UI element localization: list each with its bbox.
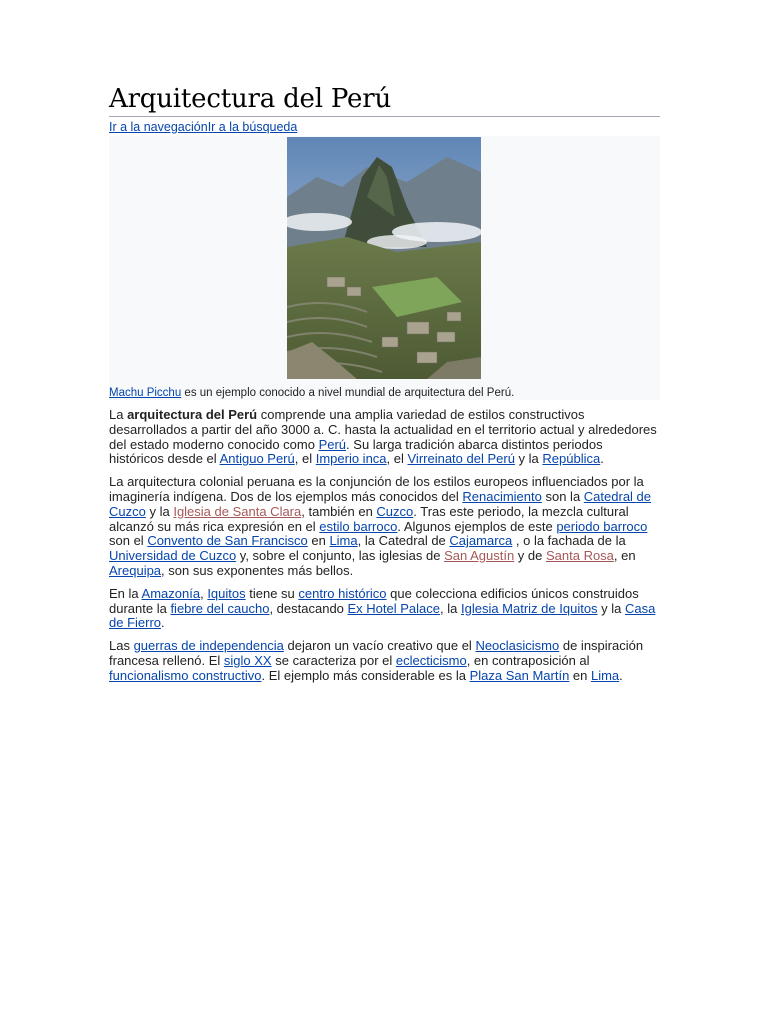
inline-link[interactable]: Convento de San Francisco [147, 533, 308, 549]
paragraph-text: . [600, 451, 604, 467]
paragraph-text: La [109, 407, 128, 422]
paragraph-text: , el [294, 451, 316, 467]
paragraph-text: , o la fachada de la [512, 533, 626, 549]
paragraph-text: y la [145, 503, 174, 519]
caption-text: es un ejemplo conocido a nivel mundial de arquitectura del Perú. [181, 387, 515, 399]
inline-link[interactable]: Perú [318, 436, 347, 452]
inline-link[interactable]: Catedral de Cuzco [109, 488, 652, 519]
paragraph-text: , el [386, 451, 408, 467]
inline-link[interactable]: Ex Hotel Palace [347, 600, 441, 616]
paragraph-text: que colecciona edificios únicos construidos durante la [109, 585, 639, 616]
inline-link[interactable]: Casa de Fierro [109, 600, 656, 631]
inline-link[interactable]: Virreinato del Perú [407, 451, 515, 467]
inline-link[interactable]: Plaza San Martín [469, 667, 570, 683]
inline-link[interactable]: Universidad de Cuzco [109, 548, 237, 564]
paragraph-text: en [307, 533, 330, 549]
paragraph-text: En la [109, 585, 142, 601]
inline-link[interactable]: Iglesia de Santa Clara [173, 503, 302, 519]
inline-link[interactable]: siglo XX [223, 652, 272, 668]
inline-link[interactable]: Renacimiento [462, 488, 542, 504]
inline-link[interactable]: Cuzco [376, 503, 414, 519]
bold-term: arquitectura del Perú [127, 407, 258, 422]
paragraph-text: , la [440, 600, 461, 616]
paragraph-text: , son sus exponentes más bellos. [161, 562, 354, 578]
paragraph-text: . [161, 615, 165, 631]
machu-picchu-photo[interactable] [287, 137, 481, 379]
paragraph-text: y, sobre el conjunto, las iglesias de [236, 548, 445, 564]
paragraph-text: , la Catedral de [357, 533, 450, 549]
paragraph-text: , [200, 585, 208, 601]
inline-link[interactable]: Imperio inca [315, 451, 387, 467]
paragraph-text: son el [109, 533, 148, 549]
paragraph-text: La arquitectura colonial peruana es la conjunción de los estilos europeos influenciados por la imaginería indígena. Dos de los ejemplos más conocidos del [109, 474, 644, 504]
paragraph-text: son la [541, 488, 584, 504]
inline-link[interactable]: Amazonía [141, 585, 201, 601]
inline-link[interactable]: fiebre del caucho [170, 600, 270, 616]
inline-link[interactable]: Neoclasicismo [475, 638, 560, 654]
paragraph-colonial [109, 475, 660, 579]
inline-link[interactable]: guerras de independencia [133, 638, 284, 654]
paragraph-text: , también en [301, 503, 377, 519]
page-title: Arquitectura del Perú [109, 82, 660, 117]
paragraph-text: en [569, 667, 591, 683]
paragraph-text: tiene su [245, 585, 299, 601]
paragraph-text: se caracteriza por el [271, 652, 396, 668]
skip-to-search-link[interactable]: Ir a la búsqueda [207, 120, 298, 134]
paragraph-text: . Algunos ejemplos de este [397, 518, 557, 534]
paragraph-text: y de [514, 548, 546, 564]
inline-link[interactable]: estilo barroco [319, 518, 398, 534]
skip-links [109, 118, 660, 136]
caption-link-machu-picchu[interactable]: Machu Picchu [109, 387, 182, 399]
paragraph-text: . El ejemplo más considerable es la [261, 667, 470, 683]
inline-link[interactable]: Arequipa [109, 562, 162, 578]
inline-link[interactable]: Lima [329, 533, 358, 549]
paragraph-text: , en [613, 548, 636, 564]
thumbnail-figure [109, 136, 660, 400]
inline-link[interactable]: periodo barroco [556, 518, 648, 534]
paragraph-text: , en contraposición al [466, 652, 590, 668]
paragraph-text: y la [597, 600, 626, 616]
paragraph-modern [109, 639, 660, 683]
inline-link[interactable]: Santa Rosa [545, 548, 614, 564]
figure-caption [109, 386, 514, 400]
skip-to-navigation-link[interactable]: Ir a la navegación [109, 120, 208, 134]
paragraph-text: comprende una amplia variedad de estilos constructivos desarrollados a partir del año 3000 a. C. hasta la actualidad en el territorio actual y alrededores del estado moderno conocido como [109, 407, 657, 452]
paragraph-text: . [619, 667, 623, 683]
paragraph-text: de inspiración francesa rellenó. El [109, 638, 644, 668]
inline-link[interactable]: República [542, 451, 601, 467]
paragraph-amazonia [109, 587, 660, 631]
inline-link[interactable]: Lima [590, 667, 620, 683]
inline-link[interactable]: San Agustín [444, 548, 515, 564]
paragraph-text: dejaron un vacío creativo que el [283, 638, 476, 654]
inline-link[interactable]: Iglesia Matriz de Iquitos [460, 600, 598, 616]
paragraph-intro [109, 408, 660, 467]
inline-link[interactable]: Antiguo Perú [219, 451, 295, 467]
inline-link[interactable]: Iquitos [207, 585, 246, 601]
paragraph-text: y la [514, 451, 543, 467]
inline-link[interactable]: funcionalismo constructivo [109, 667, 262, 683]
paragraph-text: . Tras este periodo, la mezcla cultural alcanzó su más rica expresión en el [109, 503, 629, 534]
paragraph-text: , destacando [269, 600, 348, 616]
paragraph-text: . Su larga tradición abarca distintos periodos históricos desde el [109, 436, 603, 467]
inline-link[interactable]: eclecticismo [395, 652, 467, 668]
inline-link[interactable]: Cajamarca [449, 533, 513, 549]
inline-link[interactable]: centro histórico [298, 585, 387, 601]
article [109, 82, 660, 684]
paragraph-text: Las [109, 638, 134, 654]
